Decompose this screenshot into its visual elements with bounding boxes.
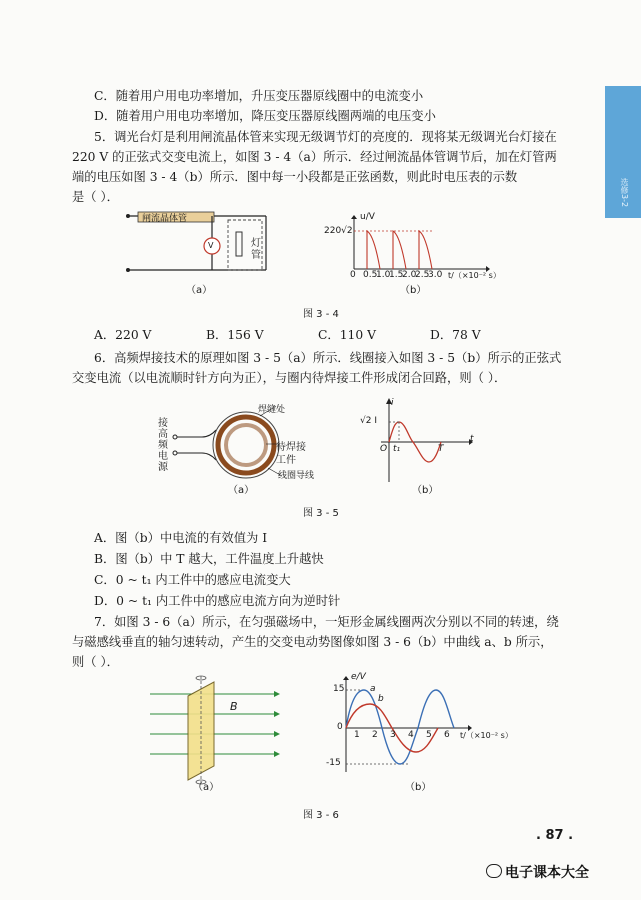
q7-line1: 7．如图 3 - 6（a）所示，在匀强磁场中，一矩形金属线圈两次分别以不同的转速，绕 xyxy=(94,615,559,629)
wechat-icon xyxy=(486,864,502,878)
y-axis-label-u: u/V xyxy=(360,212,375,222)
curve-label-a: a xyxy=(370,684,376,694)
fig-3-4b-plot xyxy=(350,215,490,275)
x-tick: 2 xyxy=(372,730,378,740)
y-tick-sqrt2-I: √2 I xyxy=(360,416,377,426)
origin-0: 0 xyxy=(337,722,343,732)
brand-watermark: 电子课本大全 xyxy=(505,865,589,881)
x-tick: 6 xyxy=(444,730,450,740)
lamp-label: 灯管 xyxy=(251,238,261,261)
x-tick: 1.5 xyxy=(389,270,404,280)
workpiece-label-1: 待焊接 xyxy=(276,442,306,453)
q5-option-c: C．110 V xyxy=(318,328,376,342)
tick-t1: t₁ xyxy=(393,444,401,454)
q5-option-b: B．156 V xyxy=(206,328,264,342)
q7-line2: 与磁感线垂直的轴匀速转动，产生的交变电动势图像如图 3 - 6（b）中曲线 a、b 所示， xyxy=(72,635,553,649)
option-d-prev: D．随着用户用电功率增加，降压变压器原线圈两端的电压变小 xyxy=(94,109,436,123)
fig-3-5b-plot xyxy=(375,398,475,484)
tick-T: T xyxy=(438,444,444,454)
coil-wire-label: 线圈导线 xyxy=(278,471,315,481)
q6-option-a: A．图（b）中电流的有效值为 I xyxy=(94,531,268,545)
y-tick-220sqrt2: 220√2 xyxy=(324,226,353,236)
source-label: 接高频电源 xyxy=(158,418,168,473)
q6-line1: 6．高频焊接技术的原理如图 3 - 5（a）所示．线圈接入如图 3 - 5（b）所示的正弦式 xyxy=(94,351,562,365)
q6-line2: 交变电流（以电流顺时针方向为正），与圈内待焊接工件形成闭合回路，则（ ）． xyxy=(72,371,507,385)
q5-line3: 端的电压如图 3 - 4（b）所示．图中每一小段都是正弦函数，则此时电压表的示数 xyxy=(72,170,518,184)
fig-3-4a-label: （a） xyxy=(186,285,213,296)
field-label-B: B xyxy=(230,700,238,713)
x-axis-label-t-q6: t xyxy=(470,434,474,444)
x-tick: 2.5 xyxy=(415,270,430,280)
voltmeter-label: V xyxy=(208,241,214,250)
caption-fig-3-6: 图 3 - 6 xyxy=(303,810,339,821)
page-number: . 87 . xyxy=(536,828,574,843)
y-axis-label-e: e/V xyxy=(351,672,366,682)
x-tick: 2.0 xyxy=(402,270,417,280)
fig-3-4b-label: （b） xyxy=(400,285,427,296)
q5-option-a: A．220 V xyxy=(94,328,152,342)
x-tick: 0 xyxy=(350,270,356,280)
fig-3-6b-plot xyxy=(340,676,480,776)
q7-line3: 则（ ）． xyxy=(72,655,119,669)
side-tab-label: 选修3-2 xyxy=(620,178,629,208)
q6-option-d: D．0 ~ t₁ 内工件中的感应电流方向为逆时针 xyxy=(94,594,341,608)
q5-option-d: D．78 V xyxy=(430,328,481,342)
q5-line4: 是（ ）． xyxy=(72,190,119,204)
q5-line2: 220 V 的正弦式交变电流上，如图 3 - 4（a）所示．经过闸流晶体管调节后，加在灯管两 xyxy=(72,150,557,164)
fig-3-5b-label: （b） xyxy=(412,485,439,496)
q6-option-c: C．0 ~ t₁ 内工件中的感应电流变大 xyxy=(94,573,291,587)
fig-3-6a-field xyxy=(148,680,288,785)
x-tick: 3.0 xyxy=(428,270,443,280)
q6-option-b: B．图（b）中 T 越大，工件温度上升越快 xyxy=(94,552,324,566)
curve-label-b: b xyxy=(378,694,384,704)
x-axis-label-t: t/（×10⁻² s） xyxy=(448,271,501,280)
y-tick-neg15: -15 xyxy=(326,758,341,768)
thyristor-label: 闸流晶体管 xyxy=(142,214,188,224)
x-tick: 1.0 xyxy=(376,270,391,280)
fig-3-6b-label: （b） xyxy=(405,782,432,793)
y-tick-15: 15 xyxy=(333,684,345,694)
fig-3-5a-label: （a） xyxy=(228,485,255,496)
x-axis-label-t-q7: t/（×10⁻² s） xyxy=(460,731,513,740)
y-axis-label-i: i xyxy=(391,398,394,408)
fig-3-6a-label: （a） xyxy=(193,782,220,793)
x-tick: 4 xyxy=(408,730,414,740)
option-c-prev: C．随着用户用电功率增加，升压变压器原线圈中的电流变小 xyxy=(94,89,424,103)
weld-label: 焊缝处 xyxy=(258,405,286,415)
q5-line1: 5．调光台灯是利用闸流晶体管来实现无级调节灯的亮度的．现将某无级调光台灯接在 xyxy=(94,130,557,144)
x-tick: 5 xyxy=(426,730,432,740)
x-tick: 0.5 xyxy=(363,270,378,280)
workpiece-label-2: 工件 xyxy=(276,455,296,466)
caption-fig-3-5: 图 3 - 5 xyxy=(303,508,339,519)
x-tick: 1 xyxy=(354,730,360,740)
x-tick: 3 xyxy=(390,730,396,740)
caption-fig-3-4: 图 3 - 4 xyxy=(303,309,339,320)
origin-O: O xyxy=(380,444,388,454)
